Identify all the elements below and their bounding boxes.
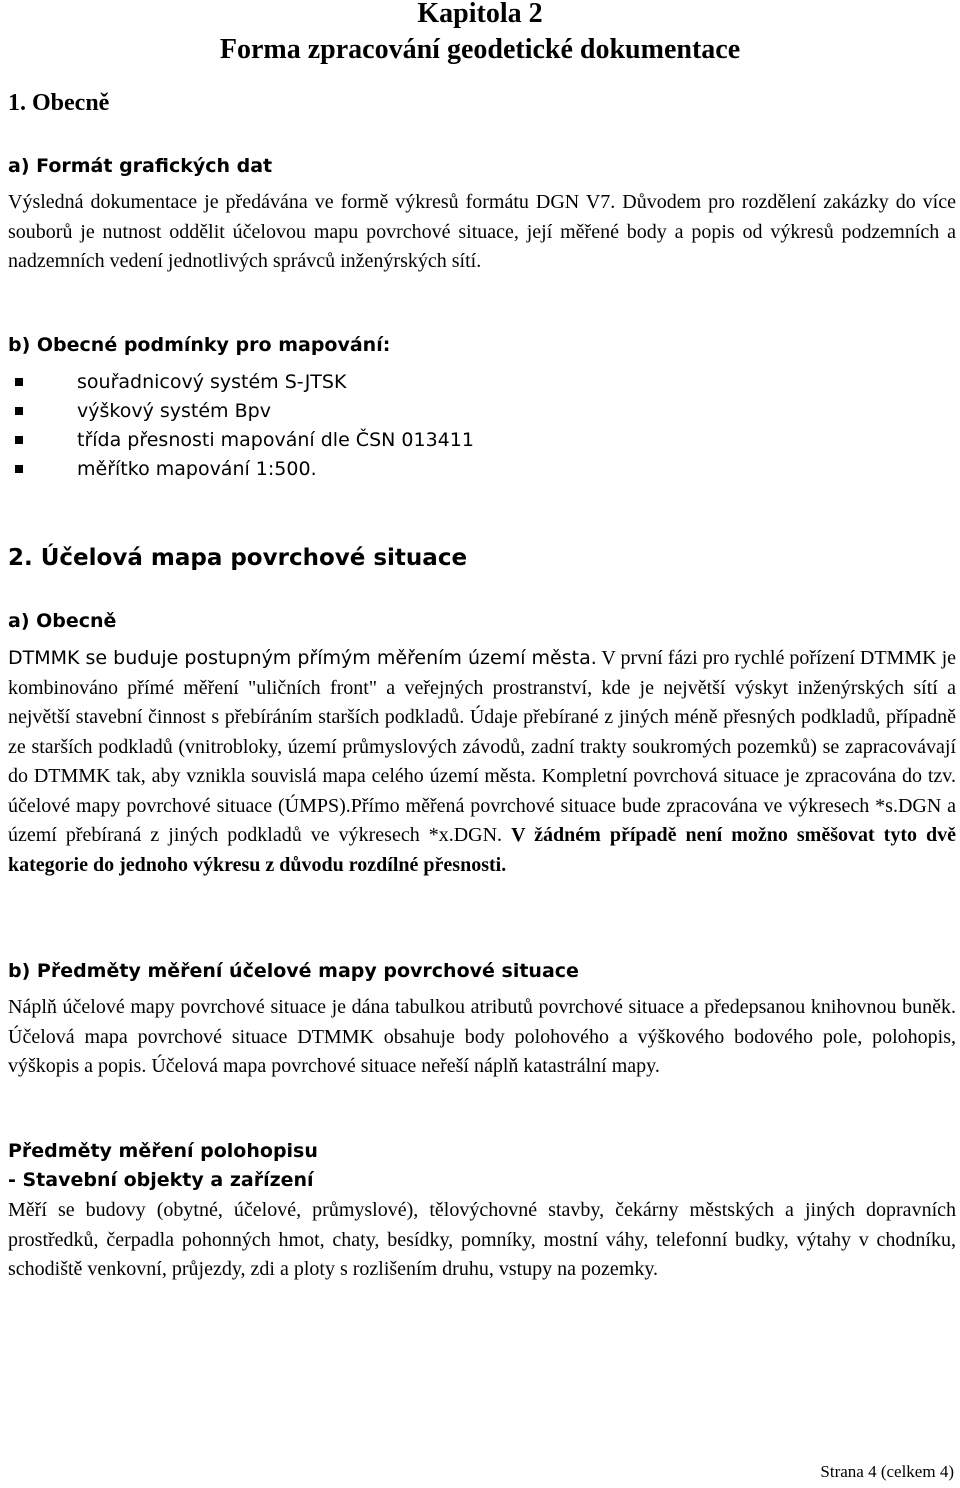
- section2-heading: 2. Účelová mapa povrchové situace: [8, 545, 468, 571]
- polohopis-text: Měří se budovy (obytné, účelové, průmyslové), tělovýchovné stavby, čekárny městských a jiných dopravních prostředků, čerpadla pohonných hmot, chaty, besídky, pomníky, mostní váhy, telefonní budky, výtahy v chodníku, schodiště venkovní, průjezdy, zdi a ploty s rozlišením druhu, vstupy na pozemky.: [8, 1199, 956, 1281]
- section2b-text: Náplň účelové mapy povrchové situace je dána tabulkou atributů povrchové situace a předepsanou knihovnou buněk. Účelová mapa povrchové situace DTMMK obsahuje body polohového a výškového bodového pole, polohopis, výškopis a popis. Účelová mapa povrchové situace neřeší náplň katastrální mapy.: [8, 996, 956, 1078]
- section1a-text: Výsledná dokumentace je předávána ve formě výkresů formátu DGN V7. Důvodem pro rozdělení zakázky do více souborů je nutnost oddělit účelovou mapu povrchové situace, její měřené body a popis od výkresů podzemních a nadzemních vedení jednotlivých správců inženýrských sítí.: [8, 191, 956, 273]
- polohopis-heading: Předměty měření polohopisu: [8, 1140, 318, 1162]
- bullet-square-icon: [15, 436, 23, 444]
- bullet-square-icon: [15, 407, 23, 415]
- section2a-heading: a) Obecně: [8, 610, 117, 632]
- chapter-title: Forma zpracování geodetické dokumentace: [219, 34, 741, 65]
- section1b-heading: b) Obecné podmínky pro mapování:: [8, 334, 391, 356]
- section1a-heading: a) Formát grafických dat: [8, 155, 273, 177]
- section2a-intro: DTMMK se buduje postupným přímým měřením území města.: [8, 647, 597, 669]
- page-number: Strana 4 (celkem 4): [820, 1462, 954, 1481]
- section2a-text: V první fázi pro rychlé pořízení DTMMK je kombinováno přímé měření "uličních front" a veřejných prostranství, kde je největší výskyt inženýrských sítí a největší stavební činnost s přebíráním starších podkladů. Údaje přebírané z jiných méně přesných podkladů, případně ze starších podkladů (vnitrobloky, území průmyslových závodů, zadní trakty soukromých pozemků) se zapracovávají do DTMMK tak, aby vznikla souvislá mapa celého území města. Kompletní povrchová situace je zpracována do tzv. účelové mapy povrchové situace (ÚMPS).Přímo měřená povrchové situace bude zpracována ve výkresech *s.DGN a území přebíraná z jiných podkladů ve výkresech *x.DGN.: [8, 647, 957, 846]
- list-item-text: měřítko mapování 1:500.: [77, 458, 317, 480]
- section1-heading: 1. Obecně: [8, 90, 110, 116]
- list-item-text: souřadnicový systém S-JTSK: [77, 371, 347, 393]
- section2a-paragraph: [8, 644, 956, 880]
- bullet-square-icon: [15, 465, 23, 473]
- bullet-square-icon: [15, 378, 23, 386]
- list-item-text: třída přesnosti mapování dle ČSN 013411: [77, 429, 474, 451]
- polohopis-subheading: - Stavební objekty a zařízení: [8, 1169, 314, 1191]
- section2b-heading: b) Předměty měření účelové mapy povrchové situace: [8, 960, 579, 982]
- chapter-number: Kapitola 2: [417, 0, 543, 29]
- section2a-warning: V žádném případě není možno směšovat tyto dvě kategorie do jednoho výkresu z důvodu rozdílné přesnosti.: [8, 824, 956, 876]
- list-item-text: výškový systém Bpv: [77, 400, 271, 422]
